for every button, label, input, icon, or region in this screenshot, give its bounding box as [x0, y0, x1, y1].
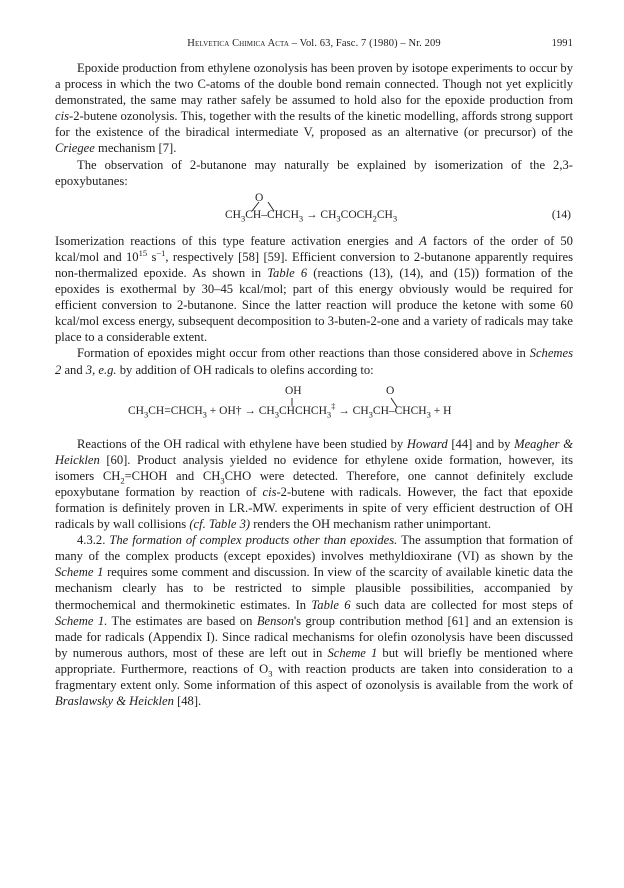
paragraph-formation-epoxides: Formation of epoxides might occur from other reactions than those considered above in Schemes 2 and 3, e.g. by addition of OH radicals to olefins according to: [55, 346, 573, 377]
equation-oh-addition [55, 378, 573, 428]
journal-citation [55, 38, 573, 49]
section-number: 4.3.2. [77, 533, 110, 548]
volume-info: – Vol. 63, Fasc. 7 (1980) – Nr. 209 [289, 38, 441, 49]
epoxide-oxygen: O [255, 191, 264, 204]
paper-page [55, 38, 573, 709]
section-title: The formation of complex products other than epoxides. [109, 533, 398, 548]
paragraph-complex-products: 4.3.2. The formation of complex products other than epoxides. The assumption that formation of many of the complex products (except epoxides) involves methyldioxirane (VI) as shown by the Scheme 1 requires some comment and discussion. In view of the scarcity of available kinetic data the mechanism clearly has to be restricted to simple plausible possibilities, accompanied by thermochemical and thermokinetic estimates. In Table 6 such data are collected for most steps of Scheme 1. The estimates are based on Benson's group contribution method [61] and an extension is made for radicals (Appendix I). Since radical mechanisms for olefin ozonolysis have been discussed by numerous authors, most of these are left out in Scheme 1 but will briefly be mentioned where appropriate. Furthermore, reactions of $O_3$ with reaction products are taken into consideration to a fragmentary extent only. Some information of this aspect of ozonolysis is available from the work of Braslawsky & Heicklen [48]. [55, 533, 574, 709]
paragraph-epoxide-production: Epoxide production from ethylene ozonolysis has been proven by isotope experiments to occur by a process in which the two C-atoms of the double bond remain connected. Though not yet explicitly demonstrated, the same may rather safely be assumed to hold also for the epoxide production from cis-2-butene ozonolysis. This, together with the results of the kinetic modelling, affords strong support for the existence of the biradical intermediate V, proposed as an alternative (or precursor) of the Criegee mechanism [7]. [55, 61, 573, 156]
paragraph-butanone: The observation of 2-butanone may naturally be explained by isomerization of the 2,3-epoxybutanes: [55, 157, 573, 188]
equation-14 [55, 189, 573, 233]
hydroxyl-label: OH [285, 384, 302, 397]
page-number: 1991 [551, 38, 573, 49]
equation-number: (14) [551, 208, 571, 221]
equation-14-formula: $CH_3CH-CHCH_3$ → $CH_3COCH_2CH_3$ [225, 208, 398, 224]
structure-bond-lines [55, 378, 573, 428]
running-header [55, 38, 573, 54]
paragraph-oh-radical: Reactions of the OH radical with ethylene have been studied by Howard [44] and by Meagher & Heicklen [60]. Product analysis yielded no evidence for ethylene oxide formation, however, its isomers $CH_2=CHOH$ and $CH_3CHO$ were detected. Therefore, one cannot definitely exclude epoxybutane formation by reaction of cis-2-butene with radicals. However, the fact that epoxide formation is definitely proven in LR.-MW. experiments in spite of very efficient destruction of OH radicals by wall collisions (cf. Table 3) renders the OH mechanism rather unimportant. [55, 436, 574, 532]
oh-reaction-formula: $CH_3CH=CHCH_3$ + OH† → $CH_3CHCHCH_3^\ddagger$ → $CH_3CH-CHCH_3 + H$ [128, 400, 452, 419]
ring-oxygen-label: O [386, 384, 395, 397]
journal-name: Helvetica Chimica Acta [187, 38, 290, 49]
paragraph-isomerization: Isomerization reactions of this type feature activation energies and A factors of the order of 50 kcal/mol and $10^{15}$ $s^{-1}$, respectively [58] [59]. Efficient conversion to 2-butanone apparently requires non-thermalized epoxide. As shown in Table 6 (reactions (13), (14), and (15)) formation of the epoxides is exothermal by 30–45 kcal/mol; part of this energy obviously would be required for efficient conversion to 2-butanone. Since the latter reaction will produce the ketone with some 60 kcal/mol excess energy, subsequent decomposition to 3-buten-2-one and a variety of radicals may take place to a considerable extent. [55, 233, 574, 345]
